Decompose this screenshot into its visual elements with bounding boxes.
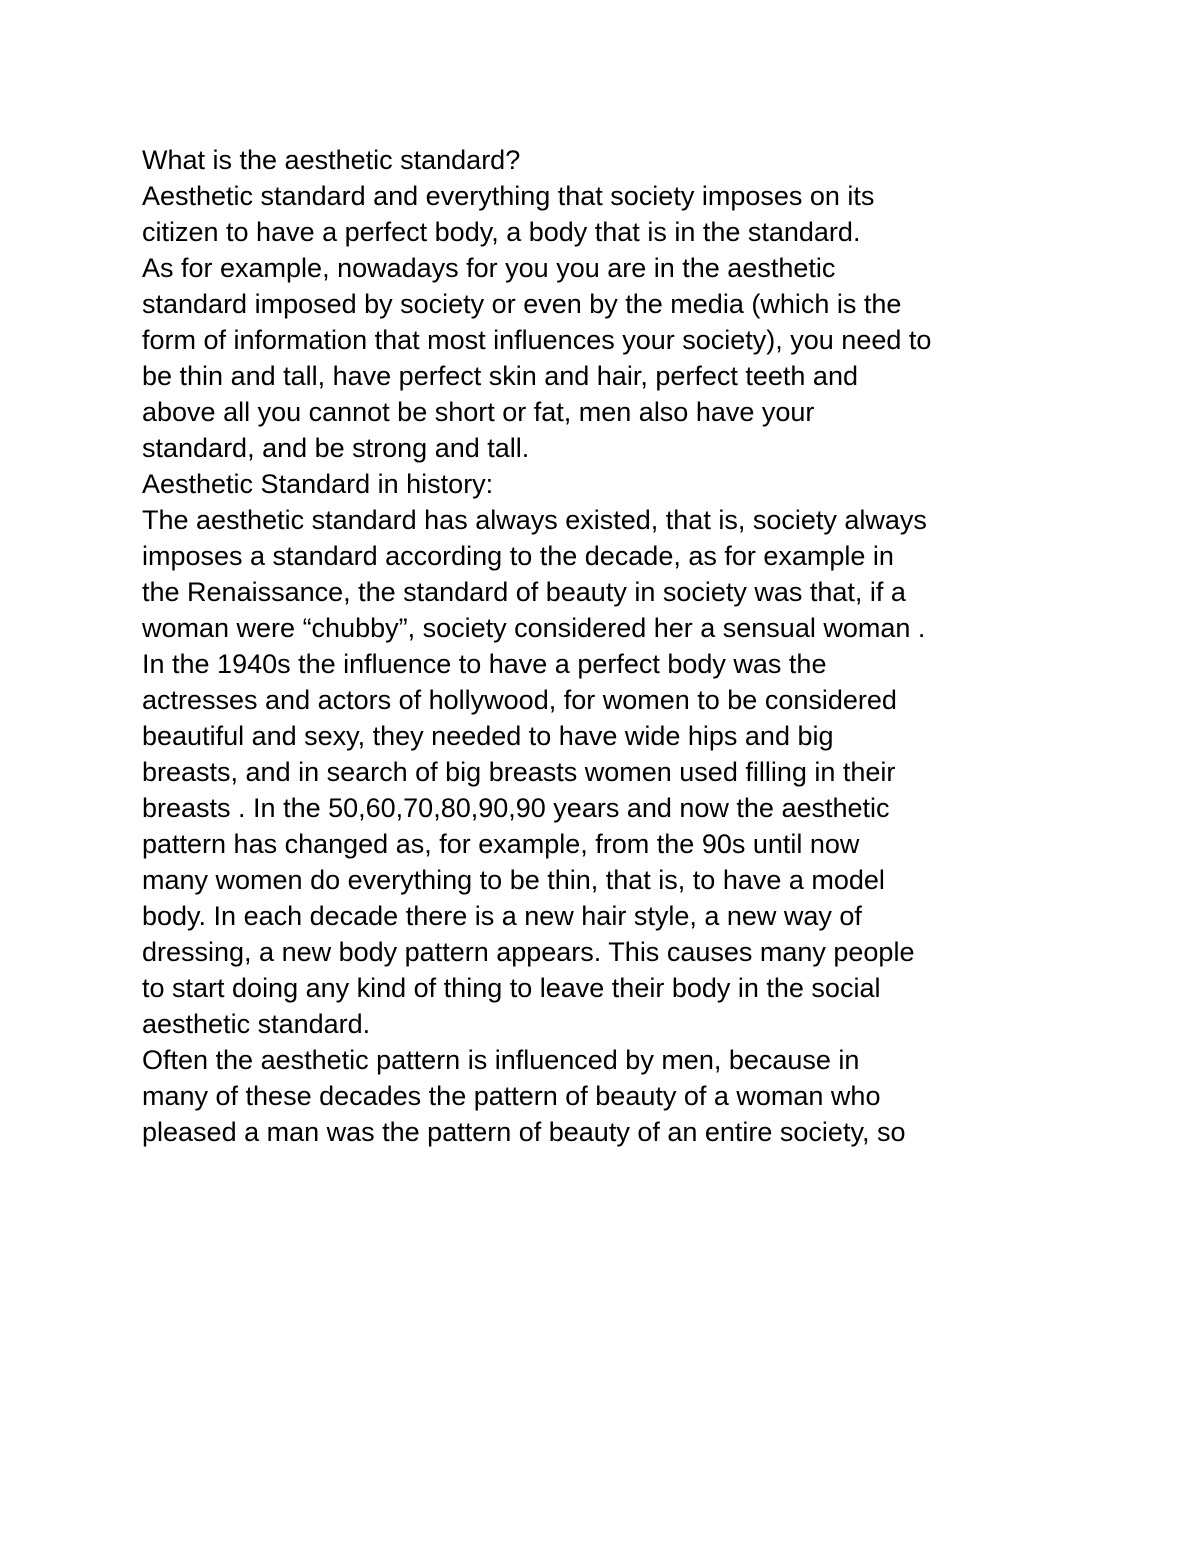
text-line: The aesthetic standard has always existed, that is, society always: [142, 505, 927, 535]
text-line: beautiful and sexy, they needed to have wide hips and big: [142, 721, 834, 751]
text-line: breasts, and in search of big breasts women used filling in their: [142, 757, 896, 787]
paragraph-influence-by-men: [142, 1042, 1072, 1150]
heading-text: Aesthetic Standard in history:: [142, 469, 494, 499]
text-line: standard imposed by society or even by the media (which is the: [142, 289, 902, 319]
text-line: body. In each decade there is a new hair style, a new way of: [142, 901, 862, 931]
text-line: to start doing any kind of thing to leave their body in the social: [142, 973, 881, 1003]
heading-text: What is the aesthetic standard?: [142, 145, 521, 175]
text-line: form of information that most influences your society), you need to: [142, 325, 932, 355]
text-line: actresses and actors of hollywood, for women to be considered: [142, 685, 897, 715]
text-line: Aesthetic standard and everything that society imposes on its: [142, 181, 875, 211]
text-line: dressing, a new body pattern appears. This causes many people: [142, 937, 915, 967]
text-line: be thin and tall, have perfect skin and hair, perfect teeth and: [142, 361, 858, 391]
document-body: [142, 142, 1072, 1150]
text-line: pattern has changed as, for example, from the 90s until now: [142, 829, 860, 859]
text-line: woman were “chubby”, society considered her a sensual woman .: [142, 613, 926, 643]
text-line: standard, and be strong and tall.: [142, 433, 530, 463]
paragraph-history: [142, 502, 1072, 1042]
text-line: As for example, nowadays for you you are in the aesthetic: [142, 253, 836, 283]
text-line: breasts . In the 50,60,70,80,90,90 years and now the aesthetic: [142, 793, 890, 823]
text-line: In the 1940s the influence to have a perfect body was the: [142, 649, 827, 679]
heading-standard-in-history: [142, 466, 1072, 502]
paragraph-definition: [142, 178, 1072, 250]
heading-what-is-aesthetic-standard: [142, 142, 1072, 178]
text-line: aesthetic standard.: [142, 1009, 371, 1039]
text-line: citizen to have a perfect body, a body that is in the standard.: [142, 217, 861, 247]
text-line: the Renaissance, the standard of beauty in society was that, if a: [142, 577, 906, 607]
text-line: many of these decades the pattern of beauty of a woman who: [142, 1081, 881, 1111]
text-line: imposes a standard according to the decade, as for example in: [142, 541, 894, 571]
paragraph-example: [142, 250, 1072, 466]
text-line: above all you cannot be short or fat, men also have your: [142, 397, 815, 427]
text-line: pleased a man was the pattern of beauty of an entire society, so: [142, 1117, 906, 1147]
text-line: Often the aesthetic pattern is influenced by men, because in: [142, 1045, 860, 1075]
text-line: many women do everything to be thin, that is, to have a model: [142, 865, 885, 895]
